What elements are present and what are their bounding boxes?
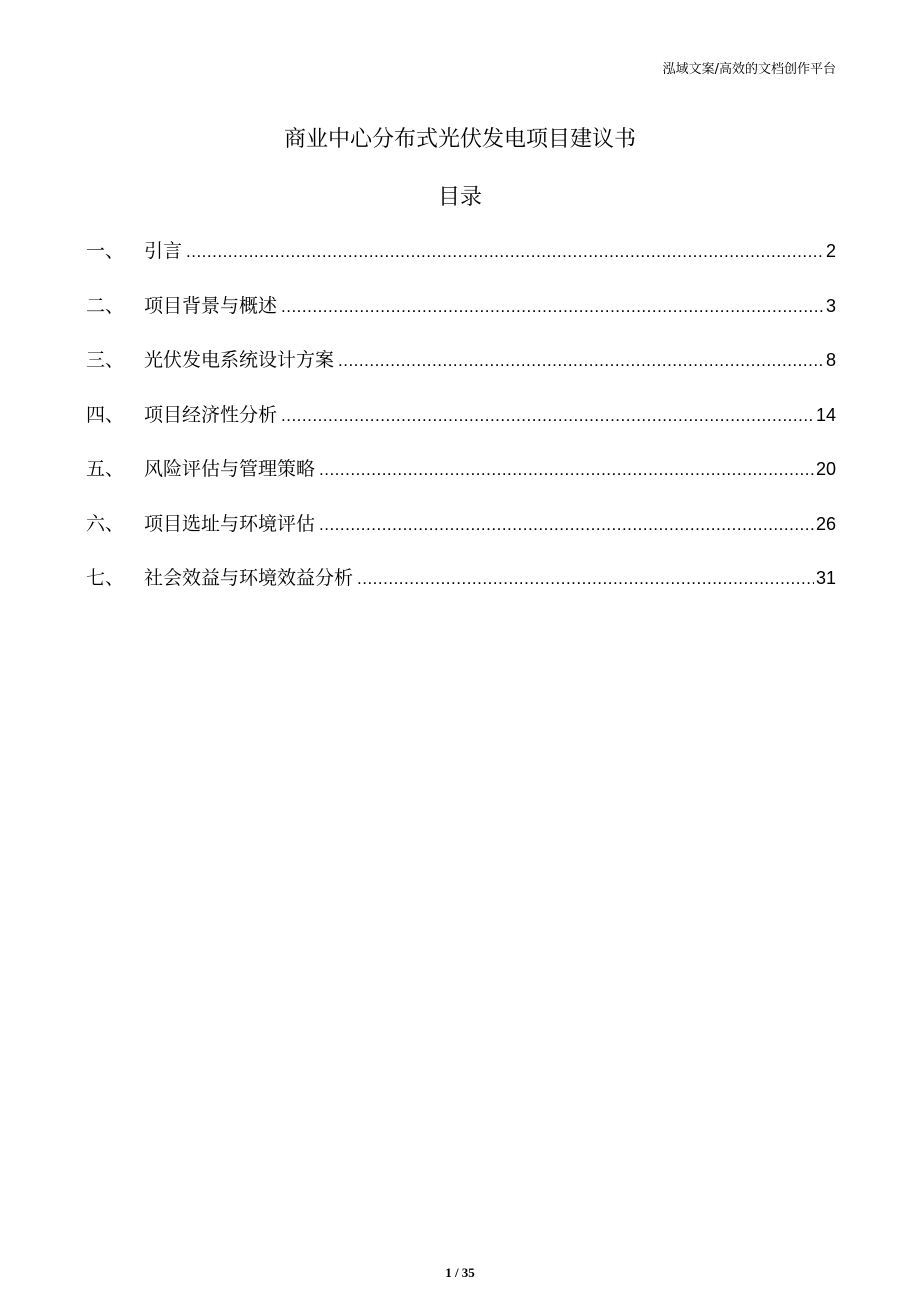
page-number: 1 / 35 (445, 1265, 475, 1280)
toc-entry-page: 31 (815, 568, 836, 588)
toc-entry-number: 六、 (86, 512, 125, 535)
document-title: 商业中心分布式光伏发电项目建议书 (283, 127, 636, 152)
toc-dot-leader (338, 344, 824, 378)
toc-entry-label: 项目背景与概述 (144, 294, 278, 317)
toc-entry-background[interactable] (86, 289, 836, 344)
toc-entry-page: 8 (825, 350, 836, 370)
toc-entry-page: 3 (825, 295, 836, 316)
toc-dot-leader (186, 235, 824, 269)
toc-entry-benefits-analysis[interactable] (86, 561, 836, 616)
table-of-contents (86, 234, 836, 616)
toc-entry-label: 项目经济性分析 (144, 403, 278, 426)
toc-entry-label: 引言 (144, 240, 183, 262)
header-text: 泓域文案/高效的文档创作平台 (662, 62, 836, 77)
toc-entry-site-selection[interactable] (86, 507, 836, 562)
toc-entry-number: 三、 (86, 349, 125, 371)
toc-entry-economic-analysis[interactable] (86, 398, 836, 453)
toc-entry-risk-management[interactable] (86, 452, 836, 507)
toc-entry-label: 社会效益与环境效益分析 (144, 567, 354, 589)
toc-entry-label: 项目选址与环境评估 (144, 512, 316, 535)
toc-entry-page: 14 (815, 404, 836, 425)
toc-entry-number: 七、 (86, 567, 125, 589)
toc-entry-number: 一、 (86, 240, 125, 262)
toc-entry-number: 二、 (86, 294, 125, 317)
toc-entry-page: 2 (825, 241, 836, 261)
toc-dot-leader (281, 290, 824, 324)
toc-entry-label: 光伏发电系统设计方案 (144, 349, 335, 371)
toc-entry-page: 20 (815, 459, 836, 479)
toc-dot-leader (281, 399, 814, 433)
toc-dot-leader (319, 508, 814, 542)
toc-entry-number: 五、 (86, 458, 125, 480)
toc-entry-number: 四、 (86, 403, 125, 426)
toc-entry-introduction[interactable] (86, 234, 836, 289)
toc-dot-leader (319, 453, 814, 487)
toc-entry-system-design[interactable] (86, 343, 836, 398)
toc-entry-page: 26 (815, 513, 836, 534)
toc-heading: 目录 (437, 185, 482, 210)
toc-dot-leader (357, 562, 814, 596)
toc-entry-label: 风险评估与管理策略 (144, 458, 316, 480)
